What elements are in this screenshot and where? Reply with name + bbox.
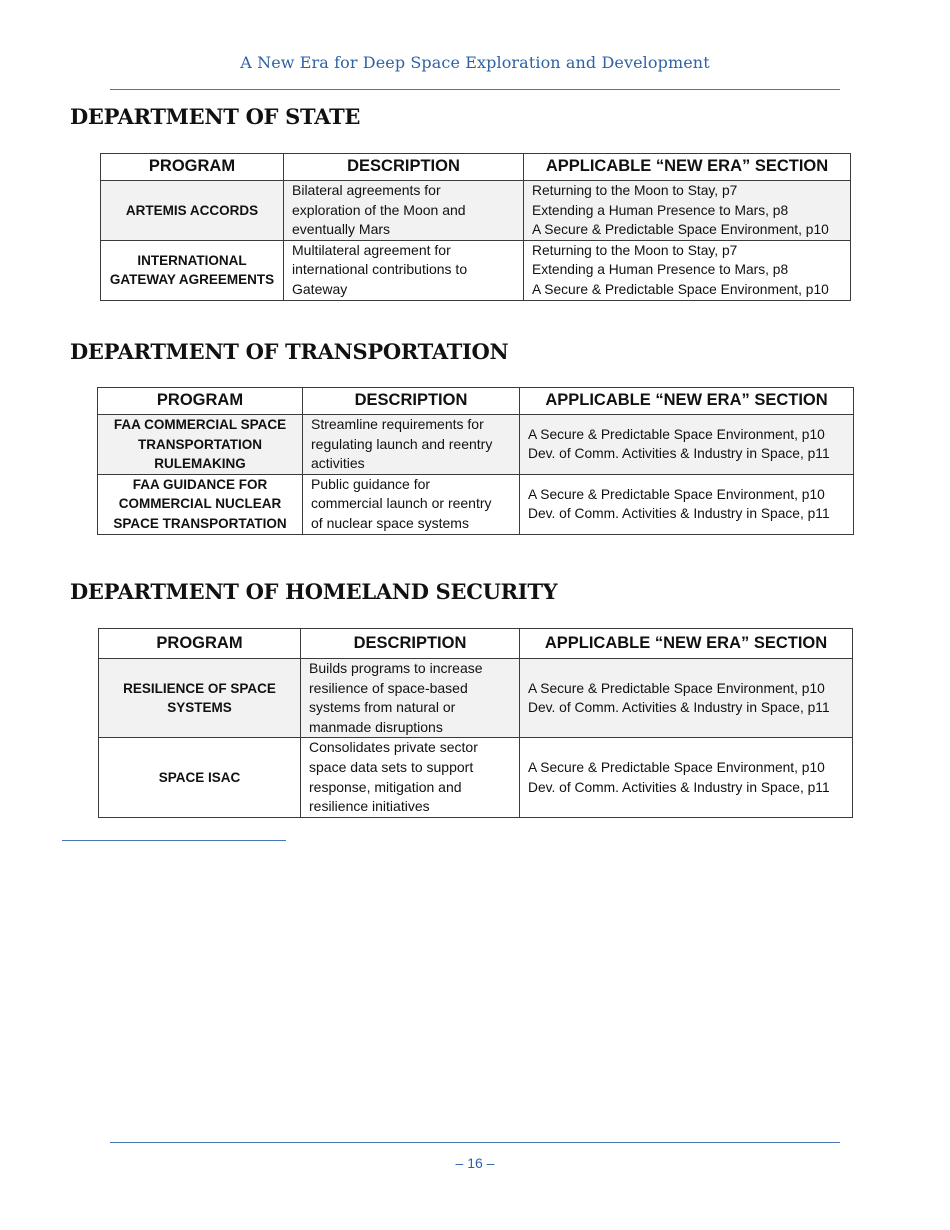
table-header-row [99,629,853,659]
section-reference: Extending a Human Presence to Mars, p8 [532,262,789,278]
program-name-line: ARTEMIS ACCORDS [125,202,259,218]
description-line: eventually Mars [292,221,391,238]
table-row [98,474,854,534]
applicable-section-cell [524,240,851,300]
description-line: regulating launch and reentry [311,435,493,452]
section-reference: A Secure & Predictable Space Environment, p10 [532,222,829,238]
description-cell [301,659,520,738]
program-name-line: RESILIENCE OF SPACE [123,680,276,696]
section-reference: A Secure & Predictable Space Environment, p10 [528,759,825,775]
description-line: Multilateral agreement for [292,241,451,258]
program-name-cell [99,738,301,817]
program-name-line: FAA GUIDANCE FOR [132,476,268,492]
description-line: international contributions to [292,261,468,278]
column-header-section: APPLICABLE “NEW ERA” SECTION [520,388,854,415]
program-name-cell [101,240,284,300]
column-header-section: APPLICABLE “NEW ERA” SECTION [524,154,851,181]
applicable-section-cell [520,474,854,534]
section-reference: Dev. of Comm. Activities & Industry in Space, p11 [528,506,830,522]
program-name-line: SPACE TRANSPORTATION [113,516,287,532]
section-reference: A Secure & Predictable Space Environment, p10 [528,426,825,442]
program-name-line: TRANSPORTATION [138,436,262,452]
program-name-cell [98,415,303,475]
description-cell [301,738,520,817]
program-name-line: COMMERCIAL NUCLEAR [118,496,282,512]
description-cell [303,474,520,534]
description-line: space data sets to support [309,758,474,775]
section-reference: A Secure & Predictable Space Environment, p10 [532,282,829,298]
description-line: response, mitigation and [309,778,462,795]
section-reference: A Secure & Predictable Space Environment, p10 [528,486,825,502]
column-header-description: DESCRIPTION [284,154,524,181]
header-rule [110,89,840,90]
footer-rule [110,1142,840,1143]
column-header-program: PROGRAM [98,388,303,415]
program-name-line: SPACE ISAC [158,769,241,785]
section-heading-homeland-security: DEPARTMENT OF HOMELAND SECURITY [70,579,558,604]
description-line: manmade disruptions [309,718,443,735]
table-row [101,240,851,300]
column-header-program: PROGRAM [101,154,284,181]
description-line: activities [311,455,365,472]
applicable-section-cell [524,181,851,241]
section-reference: Dev. of Comm. Activities & Industry in Space, p11 [528,700,830,716]
program-name-line: SYSTEMS [167,700,232,716]
applicable-section-cell [520,659,853,738]
program-name-line: GATEWAY AGREEMENTS [109,272,275,288]
description-cell [303,415,520,475]
program-table-transportation [97,387,854,535]
description-line: Gateway [292,281,348,298]
program-table-state [100,153,851,301]
program-name-cell [99,659,301,738]
description-line: of nuclear space systems [311,515,469,532]
description-line: exploration of the Moon and [292,201,466,218]
applicable-section-cell [520,738,853,817]
description-line: systems from natural or [309,699,456,716]
description-line: resilience initiatives [309,798,430,815]
description-line: commercial launch or reentry [311,495,492,512]
description-line: Streamline requirements for [311,416,484,432]
section-reference: Dev. of Comm. Activities & Industry in Space, p11 [528,779,830,795]
description-line: Public guidance for [311,475,431,492]
description-line: resilience of space-based [309,679,468,696]
column-header-description: DESCRIPTION [301,629,520,659]
description-cell [284,181,524,241]
program-name-line: FAA COMMERCIAL SPACE [113,417,287,432]
footnote-separator [62,840,286,841]
column-header-program: PROGRAM [99,629,301,659]
column-header-description: DESCRIPTION [303,388,520,415]
running-header-title: A New Era for Deep Space Exploration and Development [240,53,710,72]
section-reference: A Secure & Predictable Space Environment, p10 [528,680,825,696]
section-reference: Extending a Human Presence to Mars, p8 [532,202,789,218]
section-reference: Returning to the Moon to Stay, p7 [532,183,738,198]
section-reference: Returning to the Moon to Stay, p7 [532,242,738,258]
program-table-homeland-security [98,628,853,818]
table-row [99,738,853,817]
applicable-section-cell [520,415,854,475]
program-name-cell [101,181,284,241]
description-cell [284,240,524,300]
description-line: Builds programs to increase [309,660,483,676]
description-line: Bilateral agreements for [292,182,441,198]
table-row [99,659,853,738]
table-header-row [101,154,851,181]
page-number: – 16 – [455,1155,495,1171]
program-name-line: INTERNATIONAL [137,252,247,268]
section-heading-transportation: DEPARTMENT OF TRANSPORTATION [70,339,509,364]
table-row [98,415,854,475]
program-name-cell [98,474,303,534]
section-reference: Dev. of Comm. Activities & Industry in Space, p11 [528,446,830,462]
section-heading-state: DEPARTMENT OF STATE [70,104,361,129]
description-line: Consolidates private sector [309,739,478,756]
column-header-section: APPLICABLE “NEW ERA” SECTION [520,629,853,659]
table-row [101,181,851,241]
table-header-row [98,388,854,415]
program-name-line: RULEMAKING [154,456,246,472]
